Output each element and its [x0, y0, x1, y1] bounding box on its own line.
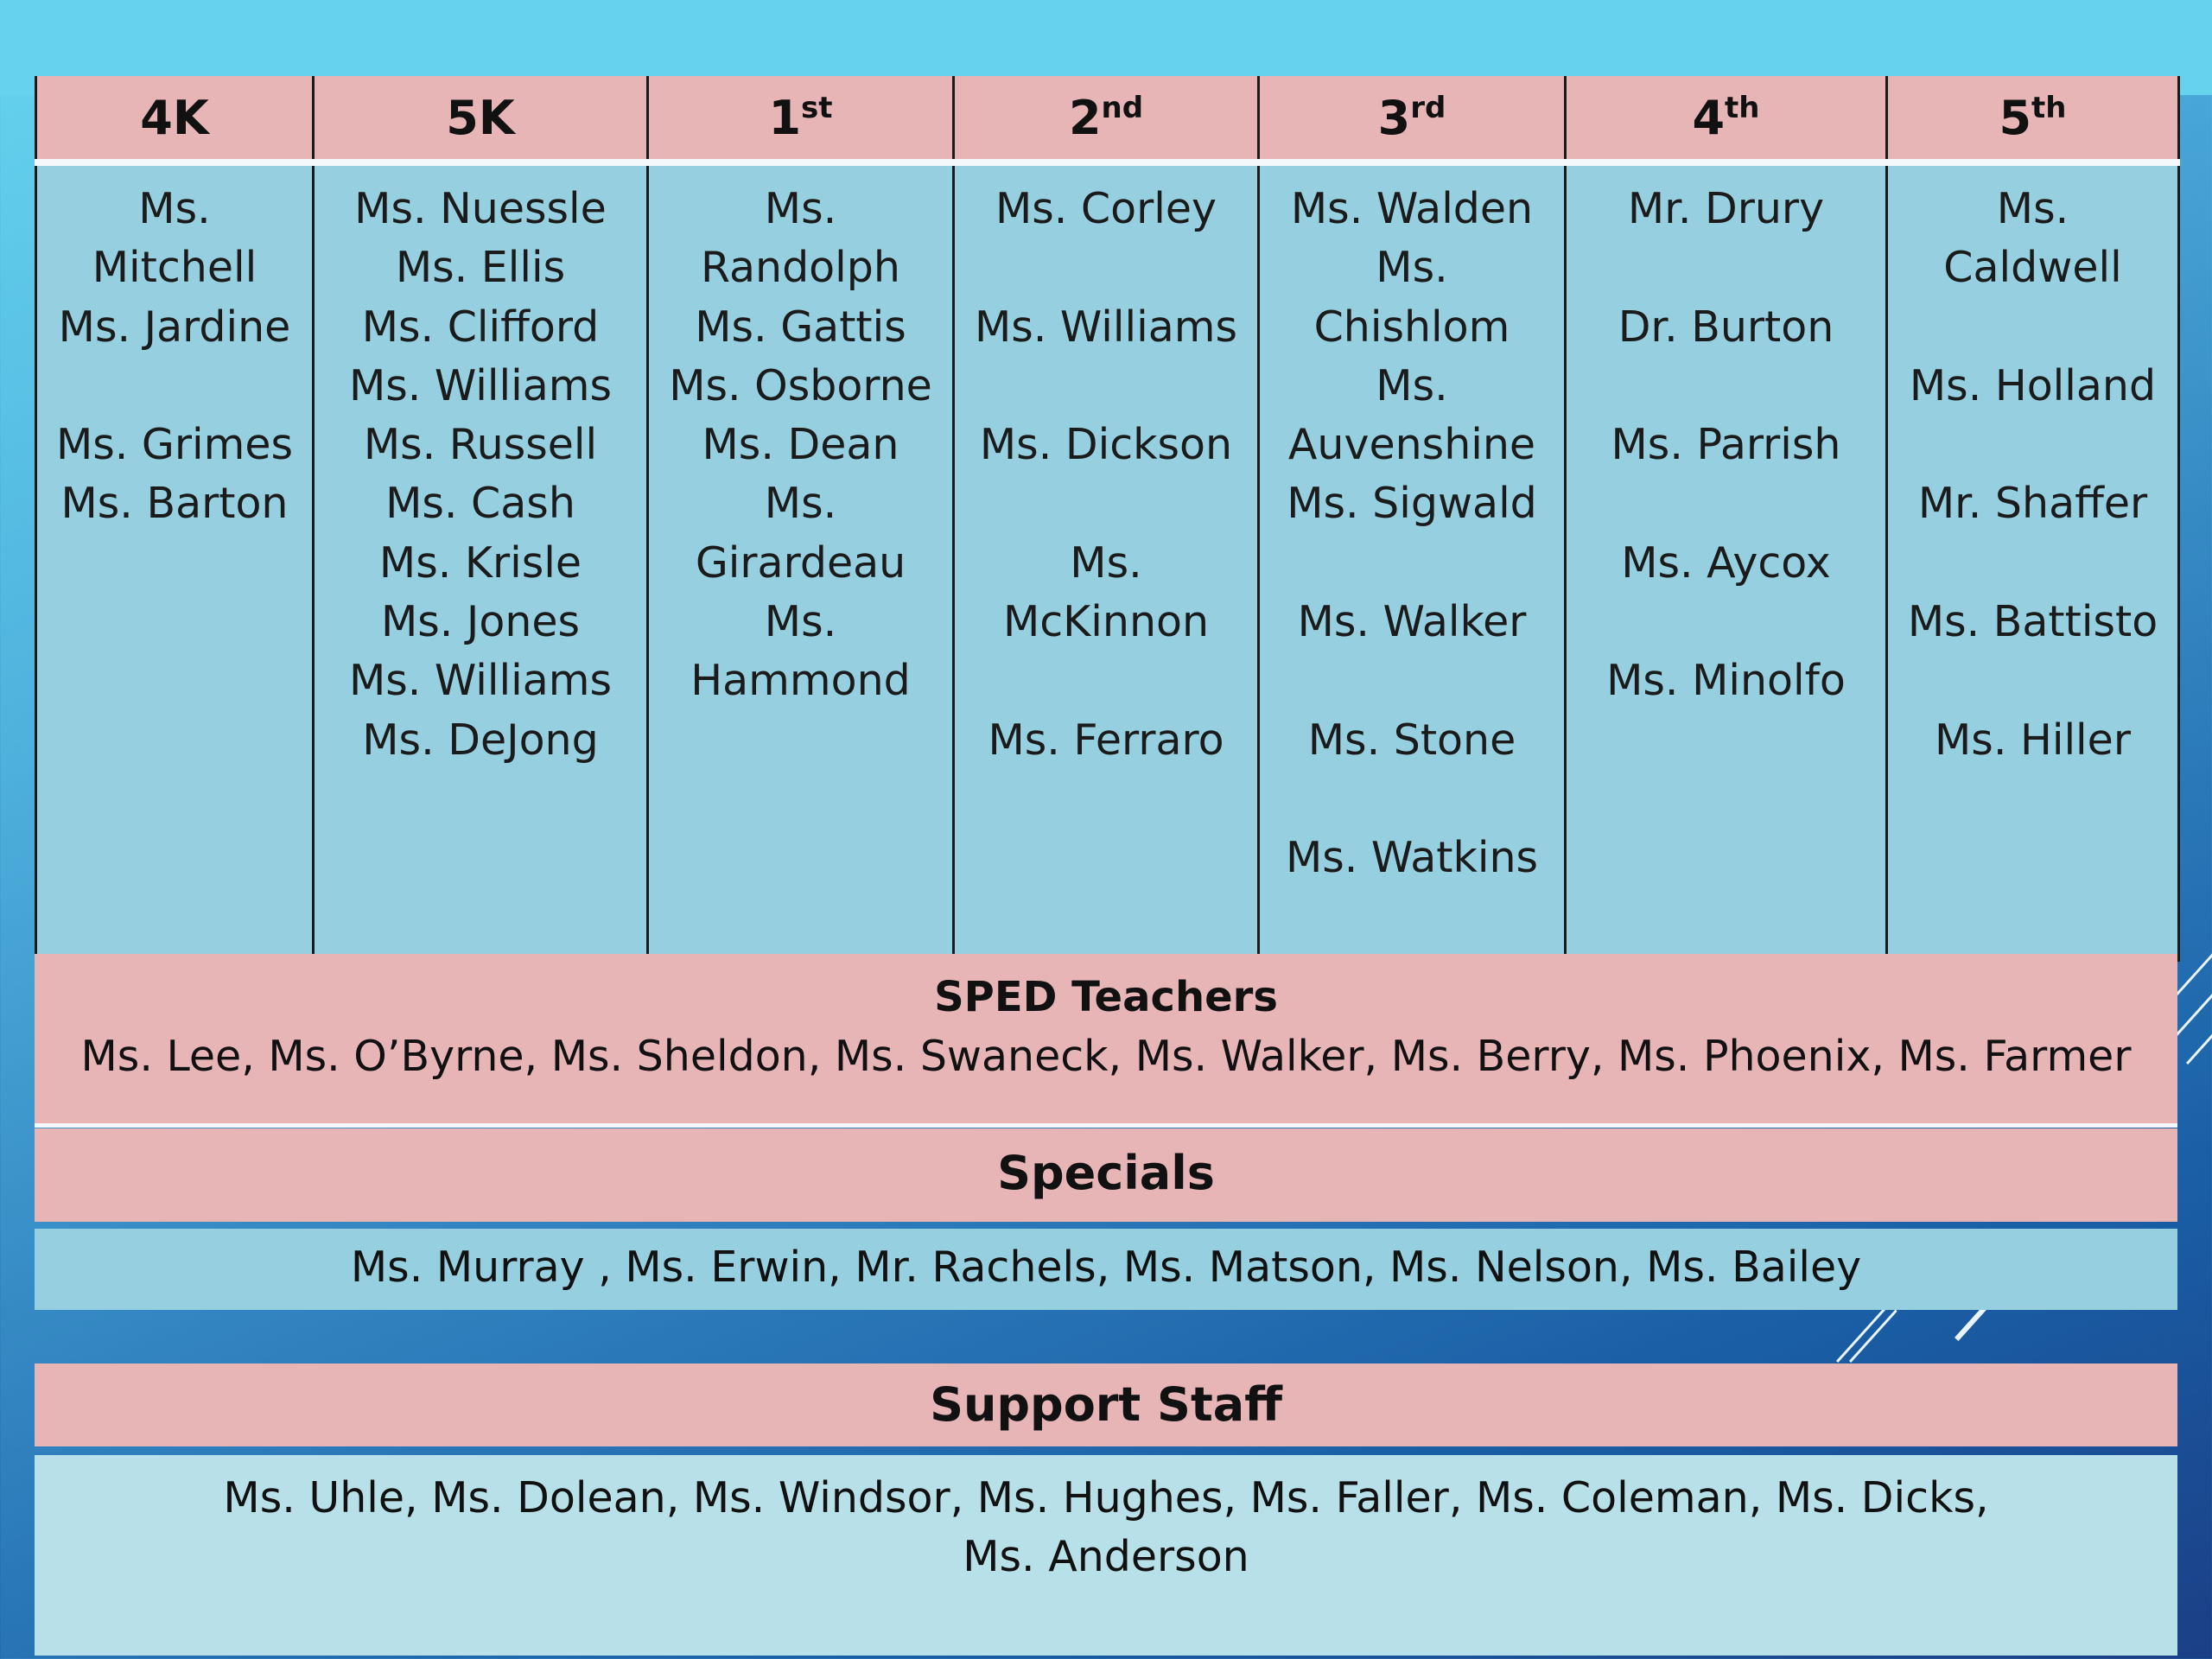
teacher-name: McKinnon — [1002, 597, 1210, 647]
grade-header-4th: 4th — [1566, 76, 1887, 162]
teacher-name: Mr. Drury — [1627, 184, 1825, 233]
teacher-name: Ms. Walden — [1290, 184, 1534, 233]
teacher-name: Caldwell — [1943, 243, 2122, 293]
teacher-name: Chishlom — [1313, 302, 1510, 352]
teachers-2nd — [954, 162, 1259, 961]
teachers-5th — [1887, 162, 2179, 961]
spacer — [955, 357, 1257, 416]
teacher-name: Ms. Hiller — [1935, 715, 2131, 765]
specials-body — [35, 1229, 2177, 1310]
teacher-name: Ms. DeJong — [362, 715, 599, 765]
teachers-4th — [1566, 162, 1887, 961]
teacher-name: Ms. Minolfo — [1606, 656, 1846, 706]
teacher-name: Mr. Shaffer — [1917, 479, 2148, 529]
spacer — [1888, 534, 2177, 593]
teacher-name: Ms. — [764, 479, 837, 529]
spacer — [1260, 770, 1564, 829]
teacher-name: Ms. Russell — [363, 420, 598, 470]
teacher-name: Ms. Aycox — [1621, 537, 1831, 588]
decor-line — [2173, 960, 2212, 1039]
decor-line — [1849, 1310, 1897, 1363]
support-body — [35, 1455, 2177, 1656]
teacher-name: Randolph — [701, 243, 900, 293]
spacer — [955, 238, 1257, 297]
spacer — [1260, 652, 1564, 710]
teacher-name: Ms. Corley — [995, 184, 1217, 233]
divider — [35, 1123, 2177, 1128]
decor-line — [2186, 992, 2212, 1065]
teacher-name: Ms. Nuessle — [354, 184, 607, 233]
spacer — [1567, 474, 1885, 533]
teacher-name: Ms. Barton — [60, 479, 289, 529]
specials-list: Ms. Murray , Ms. Erwin, Mr. Rachels, Ms. Matson, Ms. Nelson, Ms. Bailey — [350, 1243, 1862, 1292]
teacher-name: Ms. Watkins — [1285, 833, 1539, 883]
support-list — [35, 1469, 2177, 1586]
grade-header-4k: 4K — [36, 76, 314, 162]
grade-table — [35, 76, 2180, 962]
sped-title: SPED Teachers — [934, 973, 1278, 1021]
teachers-4k — [36, 162, 314, 961]
teacher-name: Girardeau — [695, 537, 906, 588]
teachers-3rd — [1259, 162, 1566, 961]
teacher-name: Ms. Osborne — [669, 360, 932, 410]
teacher-name: Ms. Ellis — [395, 243, 566, 293]
sped-section — [35, 954, 2177, 1123]
teacher-name: Ms. — [1070, 537, 1142, 588]
support-title: Support Staff — [930, 1377, 1282, 1432]
teacher-name: Ms. Dickson — [979, 420, 1233, 470]
spacer — [1567, 357, 1885, 416]
specials-header — [35, 1128, 2177, 1222]
spacer — [1260, 534, 1564, 593]
teacher-name: Ms. Jardine — [58, 302, 291, 352]
grade-header-2nd: 2nd — [954, 76, 1259, 162]
teacher-name: Dr. Burton — [1618, 302, 1834, 352]
teacher-name: Ms. Sigwald — [1287, 479, 1537, 529]
teacher-name: Auvenshine — [1287, 420, 1536, 470]
spacer — [1567, 593, 1885, 652]
teacher-name: Ms. Grimes — [55, 420, 294, 470]
teacher-name: Ms. — [1376, 243, 1448, 293]
spacer — [955, 652, 1257, 710]
teacher-name: Ms. Williams — [974, 302, 1238, 352]
teacher-name: Mitchell — [92, 243, 257, 293]
support-list-line: Ms. Anderson — [963, 1532, 1249, 1581]
grade-header-3rd: 3rd — [1259, 76, 1566, 162]
teacher-name: Hammond — [690, 656, 911, 706]
teacher-name: Ms. Holland — [1909, 360, 2157, 410]
sped-list: Ms. Lee, Ms. O’Byrne, Ms. Sheldon, Ms. Swaneck, Ms. Walker, Ms. Berry, Ms. Phoenix, Ms. Farmer — [80, 1032, 2132, 1081]
teachers-5k — [314, 162, 648, 961]
teacher-name: Ms. Walker — [1297, 597, 1527, 647]
grade-header-row — [36, 76, 2179, 162]
grade-header-5k: 5K — [314, 76, 648, 162]
spacer — [37, 357, 312, 416]
teacher-name: Ms. Gattis — [695, 302, 906, 352]
teacher-name: Ms. Krisle — [378, 537, 582, 588]
teacher-name: Ms. — [1996, 184, 2069, 233]
spacer — [1567, 238, 1885, 297]
teacher-name: Ms. — [138, 184, 211, 233]
teacher-name: Ms. Williams — [348, 360, 613, 410]
spacer — [955, 474, 1257, 533]
spacer — [1888, 652, 2177, 710]
teacher-name: Ms. Dean — [702, 420, 899, 470]
teacher-name: Ms. Clifford — [361, 302, 600, 352]
grade-header-1st: 1st — [648, 76, 954, 162]
teacher-name: Ms. Jones — [380, 597, 581, 647]
teacher-name: Ms. — [764, 597, 837, 647]
teacher-name: Ms. Cash — [385, 479, 575, 529]
specials-title: Specials — [997, 1146, 1215, 1200]
grade-header-5th: 5th — [1887, 76, 2179, 162]
teacher-name: Ms. Stone — [1307, 715, 1516, 765]
teacher-name: Ms. Battisto — [1907, 597, 2158, 647]
spacer — [1888, 298, 2177, 357]
teachers-1st — [648, 162, 954, 961]
teacher-name: Ms. Ferraro — [988, 715, 1224, 765]
support-header — [35, 1363, 2177, 1446]
support-list-line: Ms. Uhle, Ms. Dolean, Ms. Windsor, Ms. Hughes, Ms. Faller, Ms. Coleman, Ms. Dicks, — [223, 1473, 1989, 1522]
teacher-name: Ms. Parrish — [1611, 420, 1841, 470]
teacher-row — [36, 162, 2179, 961]
spacer — [1888, 416, 2177, 474]
teacher-name: Ms. — [764, 184, 837, 233]
teacher-name: Ms. — [1376, 360, 1448, 410]
teacher-name: Ms. Williams — [348, 656, 613, 706]
